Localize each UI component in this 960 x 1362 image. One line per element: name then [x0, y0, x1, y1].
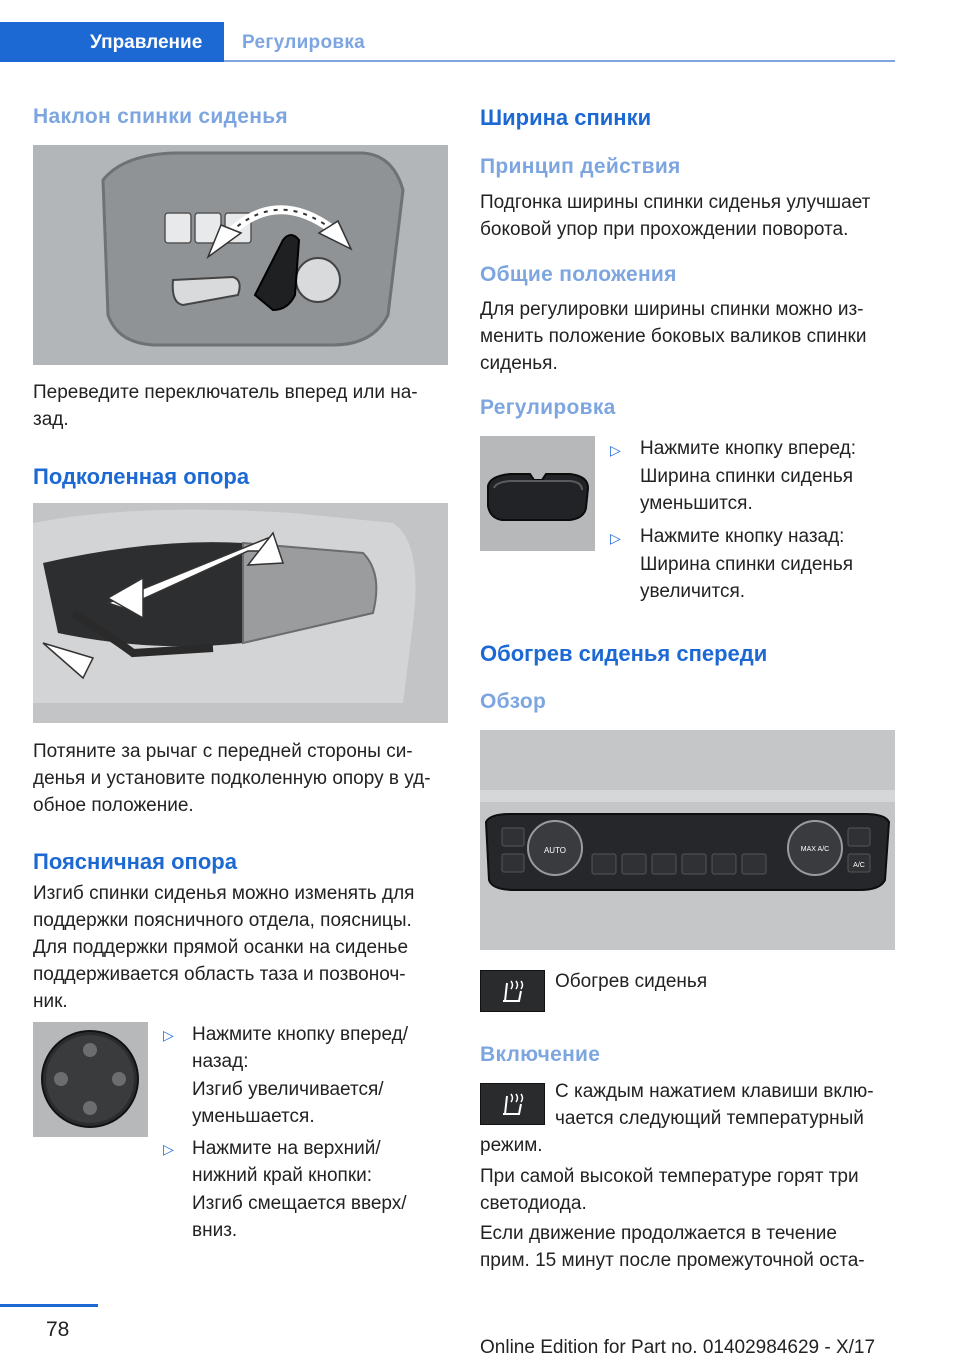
- seat-heating-icon: [480, 1083, 545, 1125]
- lumbar-b1-2: назад:: [192, 1051, 249, 1072]
- on-text-6: Если движение продолжается в течение: [480, 1223, 837, 1244]
- tilt-text-2: зад.: [33, 409, 69, 430]
- lumbar-b2-3: Изгиб смещается вверх/: [192, 1193, 407, 1214]
- principle-title: Принцип действия: [480, 155, 681, 178]
- header-tab[interactable]: Регулировка: [242, 32, 366, 53]
- general-text-1: Для регулировки ширины спинки можно из-: [480, 299, 864, 320]
- header-separator: [224, 22, 225, 62]
- seat-heating-icon: [480, 970, 545, 1012]
- lumbar-b1-3: Изгиб увеличивается/: [192, 1079, 384, 1100]
- lumbar-text-1: Изгиб спинки сиденья можно изменять для: [33, 883, 415, 904]
- edition-text: Online Edition for Part no. 01402984629 - X/17: [480, 1337, 876, 1358]
- lumbar-b1-1: Нажмите кнопку вперед/: [192, 1024, 409, 1045]
- lumbar-b2-4: вниз.: [192, 1220, 238, 1241]
- width-b2-1: Нажмите кнопку назад:: [640, 526, 845, 547]
- header-tab-active[interactable]: Управление: [90, 32, 203, 53]
- on-text-1: С каждым нажатием клавиши вклю-: [555, 1081, 874, 1102]
- panel-max-label: MAX A/C: [800, 846, 830, 853]
- lumbar-text-2: поддержки поясничного отдела, поясницы.: [33, 910, 412, 931]
- tilt-title: Наклон спинки сиденья: [33, 105, 288, 128]
- heat-label: Обогрев сиденья: [555, 971, 708, 992]
- knee-text-2: денья и установите подколенную опору в уд-: [33, 768, 431, 789]
- on-title: Включение: [480, 1043, 601, 1066]
- principle-text-2: боковой упор при прохождении поворота.: [480, 219, 849, 240]
- header-rule: [224, 60, 895, 62]
- panel-ac-label: A/C: [853, 862, 865, 869]
- general-text-3: сиденья.: [480, 353, 558, 374]
- heat-title: Обогрев сиденья спереди: [480, 641, 768, 666]
- lumbar-text-3: Для поддержки прямой осанки на сиденье: [33, 937, 409, 958]
- lumbar-text-5: ник.: [33, 991, 68, 1012]
- lumbar-button-image: [33, 1022, 148, 1137]
- lumbar-text-4: поддерживается область таза и позвоноч-: [33, 964, 406, 985]
- tilt-text-1: Переведите переключатель вперед или на-: [33, 382, 418, 403]
- lumbar-b2-1: Нажмите на верхний/: [192, 1138, 381, 1159]
- bullet-icon: ▷: [610, 442, 621, 458]
- climate-panel-image: [480, 730, 895, 950]
- general-text-2: менить положение боковых валиков спинки: [480, 326, 867, 347]
- width-b1-3: уменьшится.: [640, 493, 753, 514]
- width-title: Ширина спинки: [480, 105, 652, 130]
- knee-title: Подколенная опора: [33, 464, 250, 489]
- on-text-4: При самой высокой температуре горят три: [480, 1166, 859, 1187]
- knee-support-image: [33, 503, 448, 723]
- seat-switch-image: [33, 145, 448, 365]
- on-text-2: чается следующий температурный: [555, 1108, 864, 1129]
- knee-text-1: Потяните за рычаг с передней стороны си-: [33, 741, 413, 762]
- width-b1-1: Нажмите кнопку вперед:: [640, 438, 857, 459]
- lumbar-b1-4: уменьшается.: [192, 1106, 315, 1127]
- knee-text-3: обное положение.: [33, 795, 194, 816]
- on-text-3: режим.: [480, 1135, 543, 1156]
- width-button-image: [480, 436, 595, 551]
- bullet-icon: ▷: [610, 530, 621, 546]
- on-text-7: прим. 15 минут после промежуточной оста-: [480, 1250, 865, 1271]
- width-b2-2: Ширина спинки сиденья: [640, 554, 854, 575]
- general-title: Общие положения: [480, 263, 677, 286]
- lumbar-title: Поясничная опора: [33, 849, 237, 874]
- principle-text-1: Подгонка ширины спинки сиденья улучшает: [480, 192, 871, 213]
- page-number: 78: [46, 1318, 70, 1341]
- panel-auto-label: AUTO: [543, 846, 567, 855]
- bullet-icon: ▷: [163, 1027, 174, 1043]
- lumbar-b2-2: нижний край кнопки:: [192, 1165, 373, 1186]
- adjust-title: Регулировка: [480, 396, 616, 419]
- width-b2-3: увеличится.: [640, 581, 746, 602]
- width-b1-2: Ширина спинки сиденья: [640, 466, 854, 487]
- bullet-icon: ▷: [163, 1141, 174, 1157]
- footer-rule: [0, 1304, 98, 1307]
- overview-title: Обзор: [480, 690, 547, 713]
- on-text-5: светодиода.: [480, 1193, 587, 1214]
